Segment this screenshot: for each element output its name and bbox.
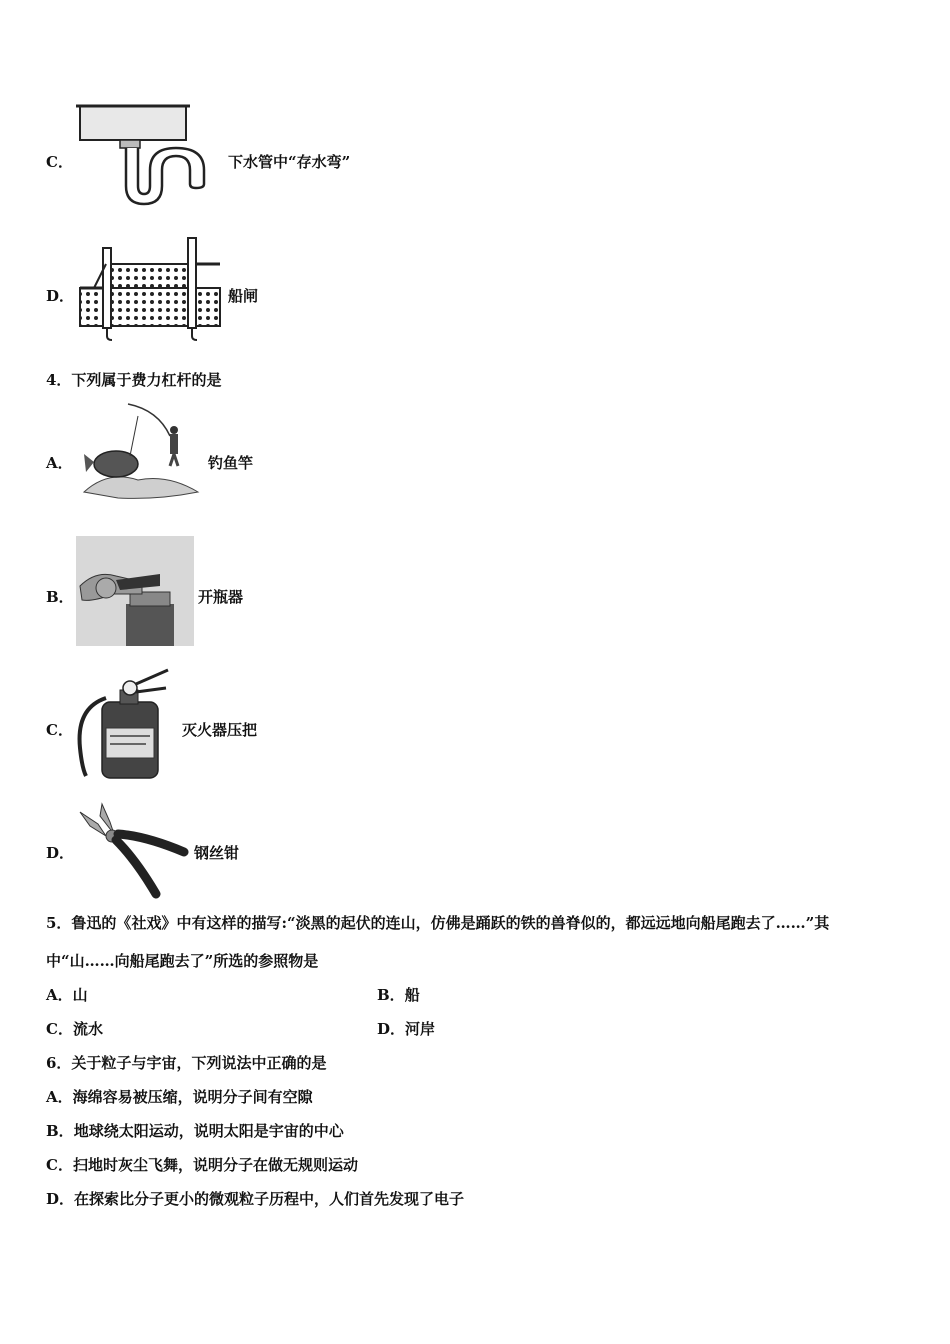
q5-stem-line1: 5．鲁迅的《社戏》中有这样的描写:“淡黑的起伏的连山，仿佛是踊跃的铁的兽脊似的，都远远地向船尾跑去了……”其 [46,914,830,932]
q6-option-d-text: 在探索比分子更小的微观粒子历程中，人们首先发现了电子 [74,1190,465,1208]
q6-option-c [46,1155,358,1175]
q6-option-b-letter: B． [46,1122,74,1140]
q5-option-d [377,1019,435,1039]
q4-option-d-caption: 钢丝钳 [194,844,240,862]
q5-option-a-text: 山 [72,986,88,1004]
q6-option-b-text: 地球绕太阳运动，说明太阳是宇宙的中心 [73,1122,344,1140]
q5-option-a [46,985,88,1005]
ship-lock-figure [76,234,224,342]
q6-option-d-letter: D． [46,1190,75,1208]
q5-option-c-letter: C． [46,1020,73,1038]
q3-option-c-letter: C． [46,153,73,171]
bottle-opener-figure [76,536,194,646]
q3-option-d-letter: D． [46,287,75,305]
q6-stem: 6．关于粒子与宇宙，下列说法中正确的是 [46,1054,327,1072]
q6-option-b [46,1121,344,1141]
q5-option-c-text: 流水 [72,1020,103,1038]
q5-option-a-letter: A． [46,986,73,1004]
q3-option-d-caption: 船闸 [228,287,259,305]
q4-option-b-letter: B． [46,588,74,606]
q5-option-b [377,985,420,1005]
q6-option-c-letter: C． [46,1156,73,1174]
q4-option-d-letter: D． [46,844,75,862]
q5-stem-line2: 中“山……向船尾跑去了”所选的参照物是 [46,952,319,970]
q6-option-a-text: 海绵容易被压缩，说明分子间有空隙 [72,1088,313,1106]
fire-extinguisher-figure [76,668,176,780]
q3-option-c-caption: 下水管中“存水弯” [228,153,351,171]
pliers-figure [76,800,190,900]
q5-option-b-letter: B． [377,986,405,1004]
sink-trap-figure [76,100,224,210]
q5-option-d-letter: D． [377,1020,406,1038]
q4-option-c-letter: C． [46,721,73,739]
q4-option-a-caption: 钓鱼竿 [208,454,254,472]
q4-stem: 4．下列属于费力杠杆的是 [46,371,222,389]
q5-option-d-text: 河岸 [405,1020,436,1038]
q5-option-b-text: 船 [404,986,420,1004]
q4-option-b-caption: 开瓶器 [198,588,244,606]
q4-option-a-letter: A． [46,454,73,472]
q6-option-d [46,1189,464,1209]
fishing-rod-figure [78,400,206,504]
q4-option-c-caption: 灭火器压把 [182,721,258,739]
q6-option-a [46,1087,313,1107]
q6-option-a-letter: A． [46,1088,73,1106]
q6-option-c-text: 扫地时灰尘飞舞，说明分子在做无规则运动 [72,1156,358,1174]
q5-option-c [46,1019,103,1039]
